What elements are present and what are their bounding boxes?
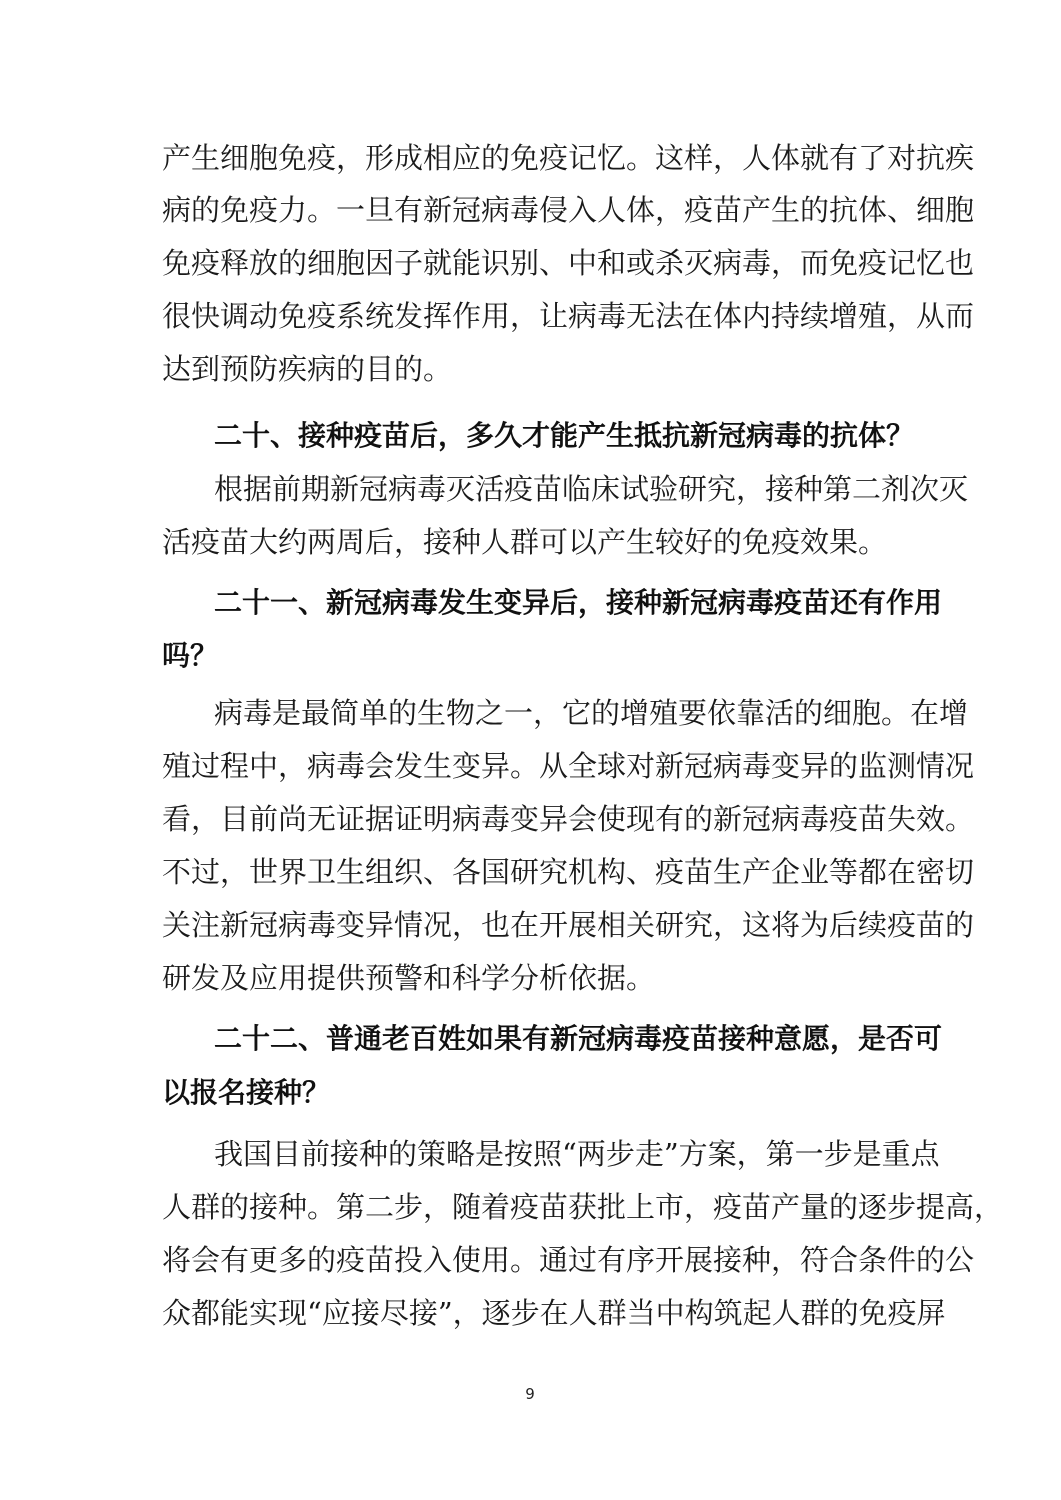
body-text-line: 病的免疫力。一旦有新冠病毒侵入人体，疫苗产生的抗体、细胞 (162, 193, 975, 227)
body-text-line: 看，目前尚无证据证明病毒变异会使现有的新冠病毒疫苗失效。 (162, 802, 975, 836)
body-text-line: 关注新冠病毒变异情况，也在开展相关研究，这将为后续疫苗的 (162, 908, 975, 942)
body-text-line: 研发及应用提供预警和科学分析依据。 (162, 961, 656, 995)
section-heading-22: 二十二、普通老百姓如果有新冠病毒疫苗接种意愿，是否可 (214, 1022, 943, 1055)
body-text-line: 免疫释放的细胞因子就能识别、中和或杀灭病毒，而免疫记忆也 (162, 246, 975, 280)
body-text-line: 达到预防疾病的目的。 (162, 352, 453, 386)
body-text-line: 不过，世界卫生组织、各国研究机构、疫苗生产企业等都在密切 (162, 855, 975, 889)
section-heading-21-cont: 吗？ (162, 639, 219, 672)
body-text-line: 殖过程中，病毒会发生变异。从全球对新冠病毒变异的监测情况 (162, 749, 975, 783)
body-text-line: 我国目前接种的策略是按照“两步走”方案，第一步是重点 (214, 1137, 940, 1171)
body-text-line: 人群的接种。第二步，随着疫苗获批上市，疫苗产量的逐步提高， (162, 1190, 1004, 1224)
section-heading-22-cont: 以报名接种？ (162, 1076, 331, 1109)
body-text-line: 众都能实现“应接尽接”，逐步在人群当中构筑起人群的免疫屏 (162, 1296, 946, 1330)
body-text-line: 活疫苗大约两周后，接种人群可以产生较好的免疫效果。 (162, 525, 888, 559)
body-text-line: 病毒是最简单的生物之一，它的增殖要依靠活的细胞。在增 (214, 696, 969, 730)
body-text-line: 根据前期新冠病毒灭活疫苗临床试验研究，接种第二剂次灭 (214, 472, 969, 506)
body-text-line: 产生细胞免疫，形成相应的免疫记忆。这样，人体就有了对抗疾 (162, 141, 975, 175)
body-text-line: 将会有更多的疫苗投入使用。通过有序开展接种，符合条件的公 (162, 1243, 975, 1277)
body-text-line: 很快调动免疫系统发挥作用，让病毒无法在体内持续增殖，从而 (162, 299, 975, 333)
page-number: 9 (525, 1385, 535, 1403)
section-heading-21: 二十一、新冠病毒发生变异后，接种新冠病毒疫苗还有作用 (214, 586, 943, 619)
section-heading-20: 二十、接种疫苗后，多久才能产生抵抗新冠病毒的抗体？ (214, 419, 915, 452)
